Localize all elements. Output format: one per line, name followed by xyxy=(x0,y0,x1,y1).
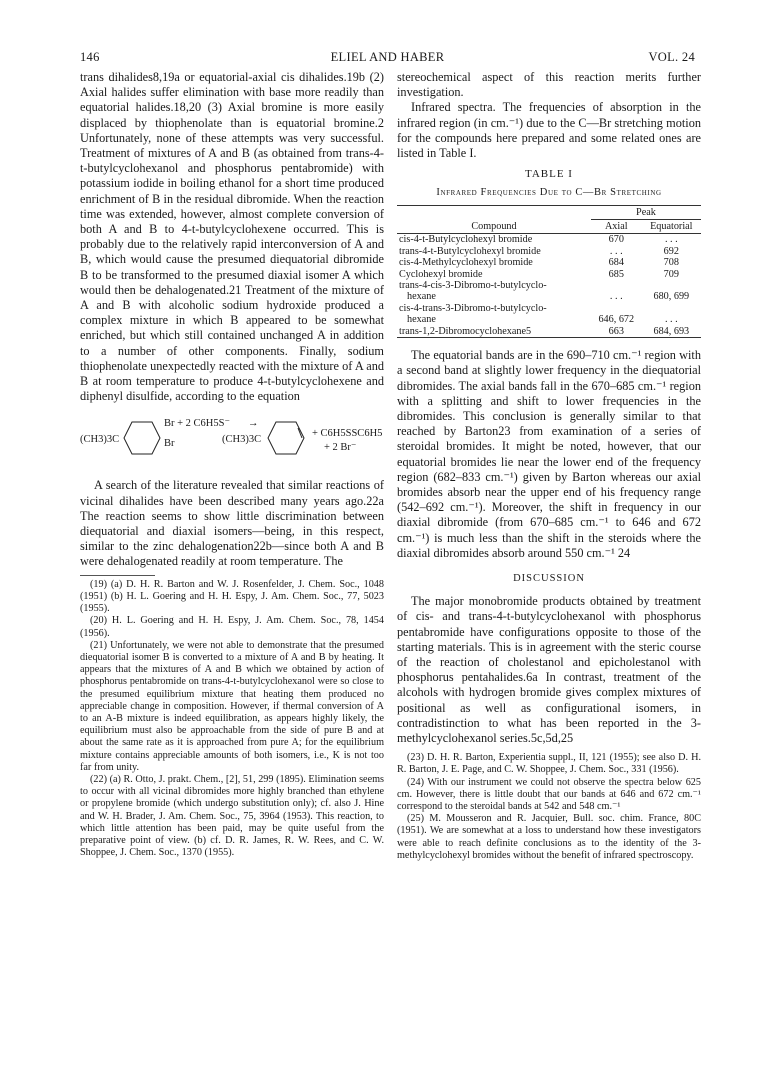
compound-cell: cis-4-t-Butylcyclohexyl bromide xyxy=(399,234,533,246)
body-paragraph: trans dihalides8,19a or equatorial-axial cis dihalides.19b (2) Axial halides suffer elimination with base more readily than equatorial halides.18,20 (3) Axial bromine is more easily displaced by thiophenolate than is equatorial bromine.2 Unfortunately, none of these attempts was very successful. Treatment of mixtures of A and B (as obtained from trans-4-t-butylcyclohexanol and phosphorus pentabromide) with potassium iodide in boiling ethanol for a short time produced enrichment of B in the residual dibromide. When the reaction time was extended, however, almost complete conversion of both A and B to 4-t-butylcyclohexene occurred. This is probably due to the relatively rapid interconversion of A and B, which would cause the presumed diequatorial dibromide B to be transformed to the presumed diaxial isomer A which would then be dehalogenated.21 Treatment of the mixture of A and B with alcoholic sodium hydroxide produced a complex mixture in which B appeared to be somewhat enriched, but which still contained unchanged A in addition to a number of other components. Finally, sodium thiophenolate unexpectedly reacted with the mixture of A and B at room temperature to produce 4-t-butylcyclohexene and diphenyl disulfide, according to the equation xyxy=(80,70,384,404)
table-row xyxy=(397,246,701,257)
compound-cell: trans-4-cis-3-Dibromo-t-butylcyclo- xyxy=(399,280,547,292)
equation-reagent: Br + 2 C6H5S⁻ xyxy=(164,418,231,430)
table-row xyxy=(397,280,701,291)
body-paragraph: A search of the literature revealed that similar reactions of vicinal dihalides have been described many years ago.22a The reaction seems to show little discrimination between diequatorial and diaxial isomers—being, in this respect, similar to the zinc dehalogenation22b—since both A and B were dehalogenated readily at room temperature. The xyxy=(80,478,384,569)
footnote-25: (25) M. Mousseron and R. Jacquier, Bull. soc. chim. France, 80C (1951). We are somewhat at a loss to understand how these investigators were able to reach definite conclusions as to the identity of the 3-methylcyclohexyl bromides without the benefit of infrared spectroscopy. xyxy=(397,813,701,861)
footnote-rule xyxy=(80,575,155,576)
equatorial-cell: 692 xyxy=(663,245,679,257)
page-number: 146 xyxy=(80,50,100,64)
peak-header: Peak xyxy=(591,205,701,219)
compound-cell: cis-4-Methylcyclohexyl bromide xyxy=(399,257,533,269)
equatorial-cell: . . . xyxy=(664,314,678,326)
reaction-equation xyxy=(80,412,384,472)
equation-arrow: → xyxy=(248,418,259,430)
axial-cell: . . . xyxy=(609,291,623,303)
table-caption: Infrared Frequencies Due to C—Br Stretching xyxy=(436,187,662,199)
right-column xyxy=(397,70,701,862)
axial-cell: 685 xyxy=(608,268,624,280)
footnote-20: (20) H. L. Goering and H. H. Espy, J. Am. Chem. Soc., 78, 1454 (1956). xyxy=(80,615,384,639)
axial-cell: 646, 672 xyxy=(598,314,635,326)
compound-cell: cis-4-trans-3-Dibromo-t-butylcyclo- xyxy=(399,302,547,314)
axial-cell xyxy=(591,303,642,314)
equatorial-cell: 684, 693 xyxy=(642,326,701,338)
compound-cell: trans-4-t-Butylcyclohexyl bromide xyxy=(399,245,541,257)
compound-cell: Cyclohexyl bromide xyxy=(399,268,483,280)
axial-cell: 684 xyxy=(608,257,624,269)
footnote-24: (24) With our instrument we could not observe the spectra below 625 cm. However, there is little doubt that our bands at 646 and 672 cm.⁻¹ correspond to the steroidal bands at 542 and 548 cm.⁻¹ xyxy=(397,776,701,812)
table-row xyxy=(397,326,701,338)
equation-product: + C6H5SSC6H5 xyxy=(312,428,383,440)
cyclohexene-ring-icon xyxy=(266,418,306,458)
table-row-continuation xyxy=(397,291,701,302)
frequency-table xyxy=(397,205,701,338)
table-row xyxy=(397,257,701,268)
footnotes xyxy=(397,752,701,862)
table-row xyxy=(397,234,701,246)
table-row-continuation xyxy=(397,314,701,325)
running-title: ELIEL AND HABER xyxy=(330,50,445,64)
equation-right-substituent: (CH3)3C xyxy=(222,434,262,446)
footnote-21: (21) Unfortunately, we were not able to demonstrate that the presumed diequatorial isomer B is converted to a mixture of A and B by heating. It appears that the mixtures of A and B which we obtained by action of phosphorus pentabromide on trans-4-t-butylcyclohexanol were so close to the presumed equilibrium mixture that heating them produced no appreciable change in composition. However, if thermal conversion of A to an A-B mixture is indeed equilibration, as appears highly likely, the equilibrium must also be approachable from the side of pure B and at about the same rate as it is approached from pure A; for the equilibrium mixture contains appreciable amounts of both isomers, i.e., K is not too far from unity. xyxy=(80,639,384,773)
body-paragraph: The major monobromide products obtained by treatment of cis- and trans-4-t-butylcyclohexanol with phosphorus pentabromide have configurations opposite to those of the starting materials. This is in agreement with the steric course of the reaction of cholestanol and epicholestanol with phosphorus pentahalides.6a In contrast, treatment of the alcohols with hydrogen bromide gives complex mixtures of positional as well as configurational isomers, in contradistinction to what has been reported in the 3-methylcyclohexanol series.5c,5d,25 xyxy=(397,594,701,745)
volume-label: VOL. 24 xyxy=(648,50,695,64)
equation-left-substituent: (CH3)3C xyxy=(80,434,120,446)
table-title: TABLE I xyxy=(525,168,573,181)
column-header: Compound xyxy=(471,220,517,232)
table-row xyxy=(397,303,701,314)
axial-cell xyxy=(591,280,642,291)
body-paragraph: stereochemical aspect of this reaction merits further investigation. xyxy=(397,70,701,100)
equatorial-cell: 680, 699 xyxy=(653,291,690,303)
body-paragraph: Infrared spectra. The frequencies of absorption in the infrared region (in cm.⁻¹) due to the C—Br stretching motion for the compounds here prepared and some related ones are listed in Table I. xyxy=(397,100,701,161)
footnote-22: (22) (a) R. Otto, J. prakt. Chem., [2], 51, 299 (1895). Elimination seems to occur with all vicinal dibromides more highly branched than ethylene or propylene bromide (which undergo substitution only); cf. also J. Hine and W. H. Brader, J. Am. Chem. Soc., 75, 3964 (1953). This reaction, to which little attention has been paid, may be quite useful from the preparative point of view. (b) cf. D. R. James, R. W. Rees, and C. W. Shoppee, J. Chem. Soc., 1370 (1955). xyxy=(80,773,384,859)
compound-cell-continuation: hexane xyxy=(407,291,436,303)
column-header: Axial xyxy=(604,221,628,233)
left-column xyxy=(80,70,384,859)
equatorial-cell xyxy=(642,303,701,314)
table-row xyxy=(397,269,701,280)
equation-byproduct: + 2 Br⁻ xyxy=(324,442,357,454)
compound-cell: trans-1,2-Dibromocyclohexane5 xyxy=(397,326,591,338)
axial-cell: 663 xyxy=(591,326,642,338)
compound-cell-continuation: hexane xyxy=(407,314,436,326)
equation-bromine: Br xyxy=(164,438,175,450)
equatorial-cell xyxy=(642,280,701,291)
footnote-19: (19) (a) D. H. R. Barton and W. J. Rosenfelder, J. Chem. Soc., 1048 (1951) (b) H. L. Goering and H. H. Espy, J. Am. Chem. Soc., 77, 5023 (1955). xyxy=(80,578,384,615)
cyclohexane-ring-icon xyxy=(122,418,162,458)
footnotes xyxy=(80,579,384,860)
axial-cell: . . . xyxy=(609,245,623,257)
axial-cell: 670 xyxy=(608,234,624,246)
equatorial-cell: . . . xyxy=(664,234,678,246)
column-header: Equatorial xyxy=(650,221,693,233)
section-heading: DISCUSSION xyxy=(513,572,585,584)
body-paragraph: The equatorial bands are in the 690–710 cm.⁻¹ region with a second band at slightly lower frequency in the diequatorial dibromides. The axial bands fall in the 670–685 cm.⁻¹ region with a splitting and shift to lower frequencies in the dibromides. This conclusion is generally similar to that reached by Barton23 from examination of a series of steroidal bromides. It might be noted, however, that our equatorial bromides lie near the lower end of the frequency region (682–833 cm.⁻¹) given by Barton whereas our axial bromides absorb near the upper end of his frequency range (542–692 cm.⁻¹). Moreover, the shift in frequency in our diaxial dibromide (from 670–685 cm.⁻¹ to 646 and 672 cm.⁻¹) is much less than the shift in the steroids where the diaxial dibromides absorb around 550 cm.⁻¹ 24 xyxy=(397,348,701,560)
equatorial-cell: 708 xyxy=(663,257,679,269)
footnote-23: (23) D. H. R. Barton, Experientia suppl., II, 121 (1955); see also D. H. R. Barton, J. E. Page, and C. W. Shoppee, J. Chem. Soc., 331 (1956). xyxy=(397,752,701,776)
equatorial-cell: 709 xyxy=(663,268,679,280)
